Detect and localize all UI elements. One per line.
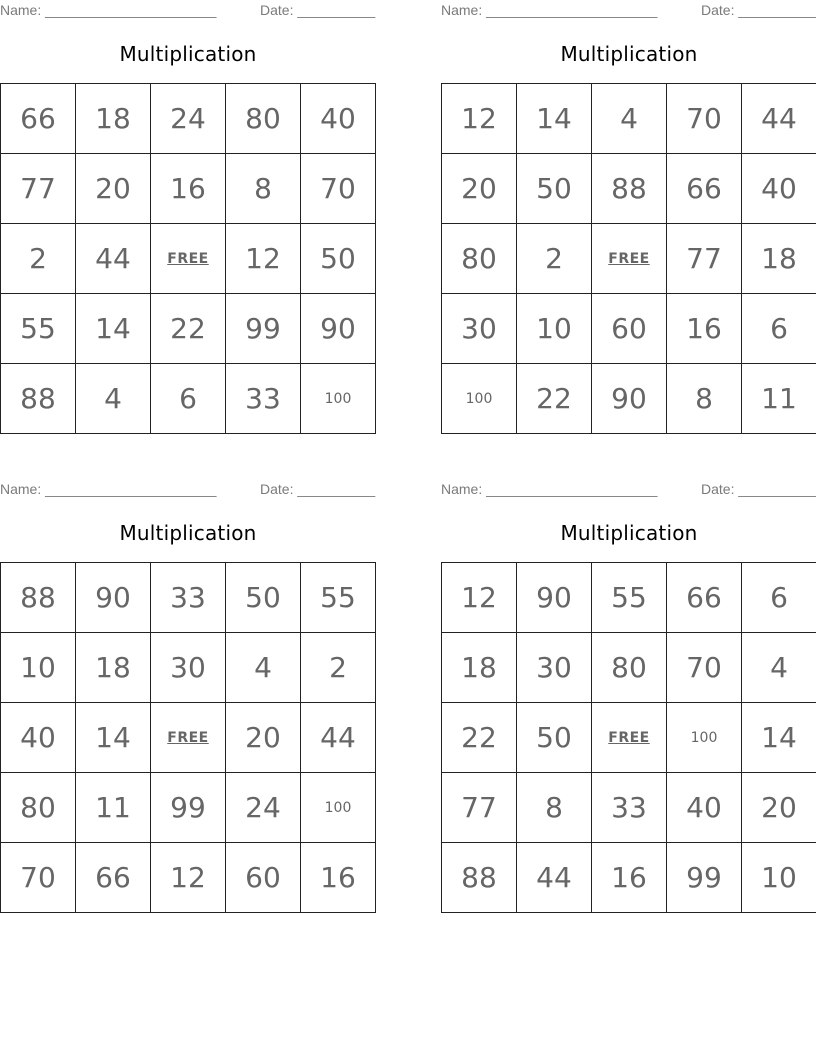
grid-cell: 18 (76, 84, 151, 154)
grid-row (1, 224, 376, 294)
grid-cell: 16 (592, 843, 667, 913)
bingo-grid (441, 562, 816, 913)
grid-cell: 2 (1, 224, 76, 294)
grid-row (442, 84, 816, 154)
grid-cell: 4 (226, 633, 301, 703)
grid-cell: 6 (151, 364, 226, 434)
grid-cell: 20 (442, 154, 517, 224)
bingo-grid (441, 83, 816, 434)
grid-cell: 70 (667, 633, 742, 703)
date-label: Date: __________ (701, 481, 816, 497)
grid-cell: 4 (76, 364, 151, 434)
grid-cell: 66 (76, 843, 151, 913)
grid-cell: 12 (151, 843, 226, 913)
grid-cell: 44 (301, 703, 376, 773)
bingo-card (441, 479, 816, 913)
grid-cell: 99 (151, 773, 226, 843)
bingo-grid (0, 562, 376, 913)
grid-cell: 80 (1, 773, 76, 843)
free-cell: FREE (592, 224, 667, 294)
grid-cell: 44 (742, 84, 816, 154)
free-cell: FREE (592, 703, 667, 773)
grid-cell: 90 (76, 563, 151, 633)
grid-cell: 30 (151, 633, 226, 703)
grid-cell: 66 (1, 84, 76, 154)
grid-row (1, 154, 376, 224)
grid-cell: 99 (667, 843, 742, 913)
grid-cell: 8 (226, 154, 301, 224)
card-title: Multiplication (560, 42, 698, 66)
grid-cell: 14 (76, 703, 151, 773)
free-cell: FREE (151, 224, 226, 294)
grid-row (442, 773, 816, 843)
grid-row (442, 633, 816, 703)
date-label: Date: __________ (260, 481, 376, 497)
grid-cell: 30 (442, 294, 517, 364)
grid-cell: 77 (667, 224, 742, 294)
grid-cell: 6 (742, 563, 816, 633)
grid-cell: 18 (442, 633, 517, 703)
free-cell: FREE (151, 703, 226, 773)
grid-cell: 22 (151, 294, 226, 364)
grid-cell: 44 (76, 224, 151, 294)
grid-cell: 18 (742, 224, 816, 294)
grid-cell: 22 (442, 703, 517, 773)
grid-row (1, 773, 376, 843)
grid-cell: 2 (517, 224, 592, 294)
name-date-line (441, 481, 816, 499)
grid-cell: 14 (742, 703, 816, 773)
grid-cell: 90 (517, 563, 592, 633)
bingo-grid (0, 83, 376, 434)
grid-cell: 70 (667, 84, 742, 154)
name-label: Name: ______________________ (0, 481, 217, 497)
grid-row (442, 364, 816, 434)
grid-row (1, 294, 376, 364)
grid-cell: 70 (1, 843, 76, 913)
grid-cell: 12 (442, 563, 517, 633)
card-title: Multiplication (119, 42, 257, 66)
grid-cell: 40 (1, 703, 76, 773)
grid-row (1, 843, 376, 913)
grid-row (1, 84, 376, 154)
grid-cell: 80 (442, 224, 517, 294)
grid-cell: 4 (592, 84, 667, 154)
grid-cell: 77 (1, 154, 76, 224)
name-date-line (0, 2, 376, 20)
bingo-card (0, 479, 376, 913)
grid-cell: 16 (151, 154, 226, 224)
grid-cell: 11 (76, 773, 151, 843)
grid-cell: 55 (301, 563, 376, 633)
grid-cell: 66 (667, 154, 742, 224)
grid-cell: 88 (1, 364, 76, 434)
grid-cell: 100 (301, 364, 376, 434)
grid-cell: 10 (1, 633, 76, 703)
grid-cell: 30 (517, 633, 592, 703)
grid-cell: 99 (226, 294, 301, 364)
grid-cell: 66 (667, 563, 742, 633)
grid-cell: 50 (301, 224, 376, 294)
grid-cell: 20 (742, 773, 816, 843)
grid-cell: 24 (226, 773, 301, 843)
name-date-line (441, 2, 816, 20)
grid-cell: 80 (592, 633, 667, 703)
bingo-card (441, 0, 816, 434)
grid-cell: 12 (226, 224, 301, 294)
grid-cell: 18 (76, 633, 151, 703)
grid-cell: 100 (667, 703, 742, 773)
grid-cell: 60 (592, 294, 667, 364)
grid-cell: 40 (742, 154, 816, 224)
card-title: Multiplication (560, 521, 698, 545)
grid-cell: 44 (517, 843, 592, 913)
grid-cell: 50 (226, 563, 301, 633)
grid-cell: 33 (226, 364, 301, 434)
grid-cell: 14 (76, 294, 151, 364)
grid-cell: 55 (1, 294, 76, 364)
grid-cell: 2 (301, 633, 376, 703)
grid-cell: 60 (226, 843, 301, 913)
grid-row (1, 703, 376, 773)
name-label: Name: ______________________ (0, 2, 217, 18)
grid-row (442, 154, 816, 224)
grid-cell: 16 (301, 843, 376, 913)
grid-cell: 77 (442, 773, 517, 843)
bingo-card (0, 0, 376, 434)
grid-row (442, 843, 816, 913)
grid-cell: 50 (517, 703, 592, 773)
grid-cell: 40 (667, 773, 742, 843)
grid-row (442, 294, 816, 364)
grid-cell: 11 (742, 364, 816, 434)
grid-cell: 88 (592, 154, 667, 224)
grid-cell: 4 (742, 633, 816, 703)
date-label: Date: __________ (260, 2, 376, 18)
grid-cell: 20 (226, 703, 301, 773)
grid-cell: 40 (301, 84, 376, 154)
name-label: Name: ______________________ (441, 481, 658, 497)
grid-row (1, 633, 376, 703)
card-title: Multiplication (119, 521, 257, 545)
grid-cell: 100 (301, 773, 376, 843)
grid-row (442, 563, 816, 633)
grid-cell: 8 (667, 364, 742, 434)
grid-cell: 14 (517, 84, 592, 154)
grid-cell: 90 (301, 294, 376, 364)
grid-cell: 24 (151, 84, 226, 154)
grid-cell: 20 (76, 154, 151, 224)
grid-cell: 55 (592, 563, 667, 633)
grid-cell: 33 (592, 773, 667, 843)
grid-cell: 80 (226, 84, 301, 154)
grid-cell: 33 (151, 563, 226, 633)
grid-cell: 8 (517, 773, 592, 843)
date-label: Date: __________ (701, 2, 816, 18)
grid-cell: 22 (517, 364, 592, 434)
grid-row (442, 703, 816, 773)
grid-cell: 90 (592, 364, 667, 434)
name-date-line (0, 481, 376, 499)
grid-cell: 100 (442, 364, 517, 434)
grid-cell: 10 (742, 843, 816, 913)
grid-cell: 16 (667, 294, 742, 364)
grid-cell: 50 (517, 154, 592, 224)
name-label: Name: ______________________ (441, 2, 658, 18)
grid-cell: 6 (742, 294, 816, 364)
grid-row (1, 364, 376, 434)
grid-cell: 88 (442, 843, 517, 913)
grid-cell: 70 (301, 154, 376, 224)
grid-cell: 88 (1, 563, 76, 633)
grid-row (1, 563, 376, 633)
grid-cell: 10 (517, 294, 592, 364)
grid-row (442, 224, 816, 294)
grid-cell: 12 (442, 84, 517, 154)
